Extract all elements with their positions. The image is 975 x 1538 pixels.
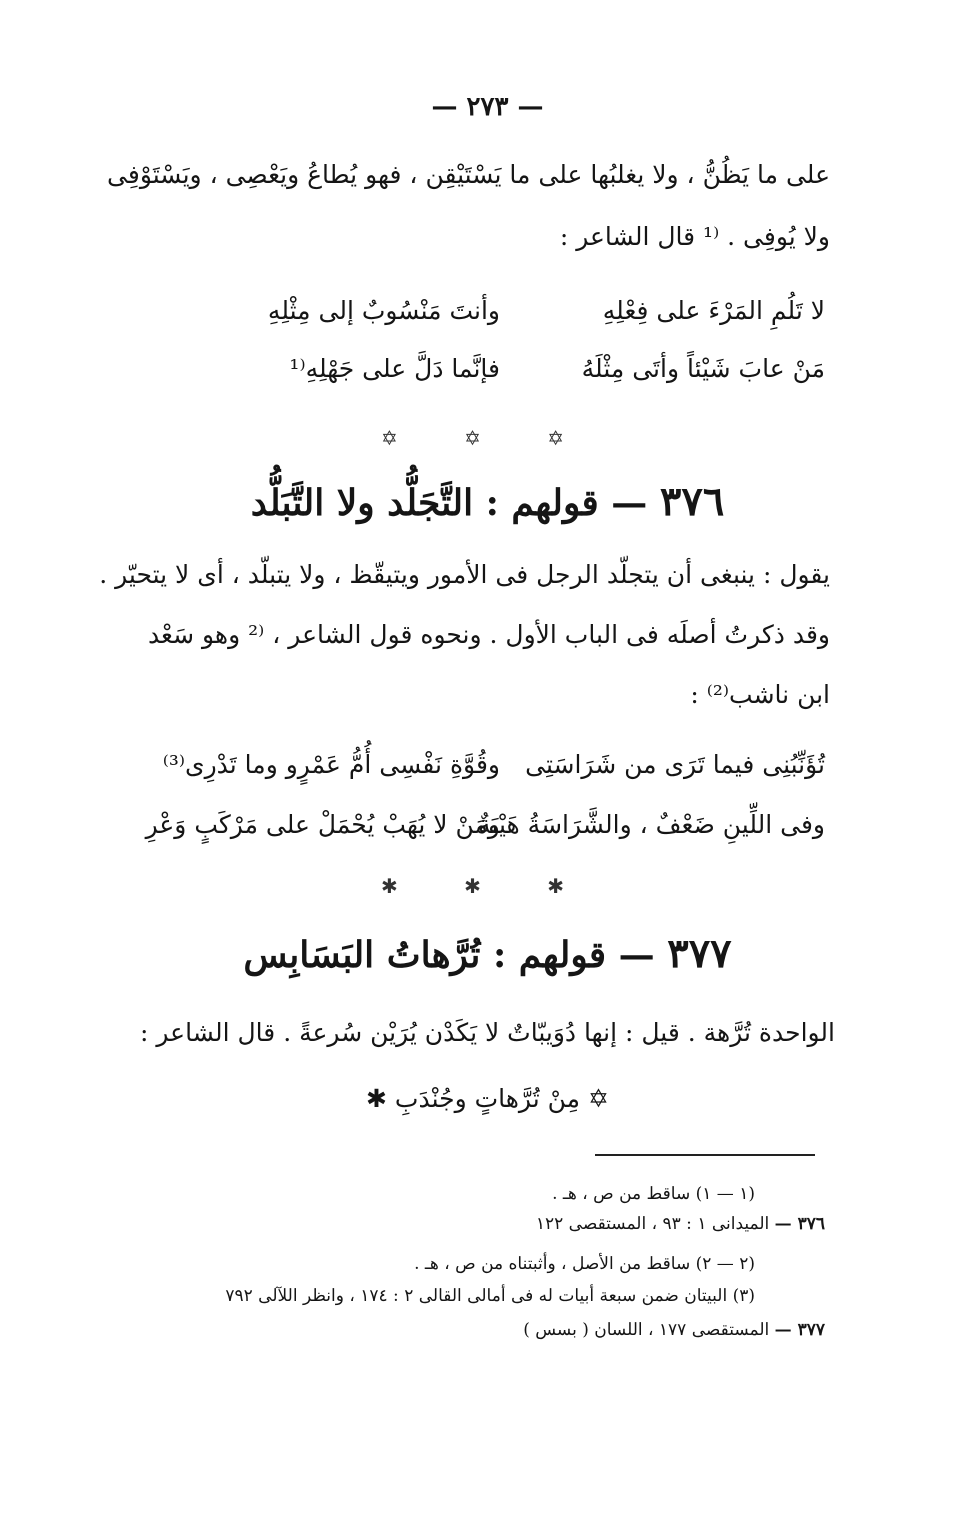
- footnote-divider: [595, 1154, 815, 1156]
- section-separator-2: ✱ ✱ ✱: [381, 874, 594, 898]
- footnote-2: [35, 1254, 755, 1274]
- section-376-title: — قولهم : التَّجَلُّد ولا التَّبَلُّد: [250, 482, 648, 524]
- verse1-b1-left: وأنتَ مَنْسُوبٌ إلى مِثْلِهِ: [267, 296, 500, 325]
- section-376-para-1: يقول : ينبغى أن يتجلّد الرجل فى الأمور ويتيقّظ ، ولا يتبلّد ، أى لا يتحيّر .: [99, 560, 830, 589]
- verse2-b2-left: ومَنْ لا يُهَبْ يُحْمَلْ على مَرْكَبٍ وَعْرِ: [145, 810, 500, 839]
- section-376-heading: [0, 478, 975, 525]
- verse2-b1-left: وقُوَّةِ نَفْسِى أُمُّ عَمْرٍو وما تَدْرِى⁽³⁾: [162, 750, 500, 779]
- page-number: — ٢٧٣ —: [431, 92, 544, 122]
- section-376-number: ٣٧٦: [659, 478, 725, 525]
- section-377-heading: [0, 930, 975, 977]
- intro-line-2: ولا يُوفِى . ⁽¹ قال الشاعر :: [559, 222, 830, 251]
- verse1-b2-left: فإنَّما دَلَّ على جَهْلِهِ⁽¹: [289, 354, 500, 383]
- footnote-text: المستقصى ١٧٧ ، اللسان ( بسس ): [523, 1320, 770, 1340]
- verse1-b1-right: لا تَلُمِ المَرْءَ على فِعْلِهِ: [602, 296, 825, 325]
- footnote-ref: ٣٧٦ —: [774, 1214, 825, 1234]
- verse2-b1-right: تُؤَنِّبُنِى فيما تَرَى من شَرَاسَتِى: [525, 750, 825, 779]
- section-377-quote: ✡ مِنْ تُرَّهاتٍ وجُنْدَبِ ✱: [366, 1084, 609, 1113]
- section-376-para-3: ابن ناشب⁽²⁾ :: [690, 680, 830, 709]
- footnote-377: [105, 1320, 825, 1340]
- footnote-text: الميدانى ١ : ٩٣ ، المستقصى ١٢٢: [535, 1214, 770, 1234]
- footnote-text: (٢ — ٢) ساقط من الأصل ، وأثبتناه من ص ، هـ .: [414, 1254, 755, 1274]
- footnote-376: [105, 1214, 825, 1234]
- footnote-ref: ٣٧٧ —: [774, 1320, 825, 1340]
- footnote-3: [105, 1286, 755, 1306]
- section-376-para-2: وقد ذكرتُ أصلَه فى الباب الأول . ونحوه قول الشاعر ، ⁽² وهو سَعْد: [147, 620, 830, 649]
- footnote-1: [35, 1184, 755, 1204]
- section-377-para-1: الواحدة تُرَّهة . قيل : إنها دُوَيبّاتٌ لا يَكَدْن يُرَيْن سُرعةً . قال الشاعر :: [140, 1018, 835, 1047]
- section-separator: ✡ ✡ ✡: [381, 426, 594, 450]
- footnote-text: (٣) البيتان ضمن سبعة أبيات له فى أمالى القالى ٢ : ١٧٤ ، وانظر اللآلى ٧٩٢: [225, 1286, 755, 1306]
- section-377-title: — قولهم : تُرَّهاتُ البَسَابِس: [243, 934, 655, 976]
- verse2-b2-right: وفى اللِّينِ ضَعْفٌ ، والشَّرَاسَةُ هَيْبَةٌ: [478, 810, 825, 839]
- section-377-number: ٣٧٧: [667, 930, 732, 977]
- intro-line-1: على ما يَظُنُّ ، ولا يغلبُها على ما يَسْتَيْقِن ، فهو يُطاعُ ويَعْصِى ، ويَسْتَوْفِى: [107, 160, 830, 189]
- verse1-b2-right: مَنْ عابَ شَيْئاً وأتَى مِثْلَهُ: [581, 354, 825, 383]
- footnote-text: (١ — ١) ساقط من ص ، هـ .: [552, 1184, 755, 1204]
